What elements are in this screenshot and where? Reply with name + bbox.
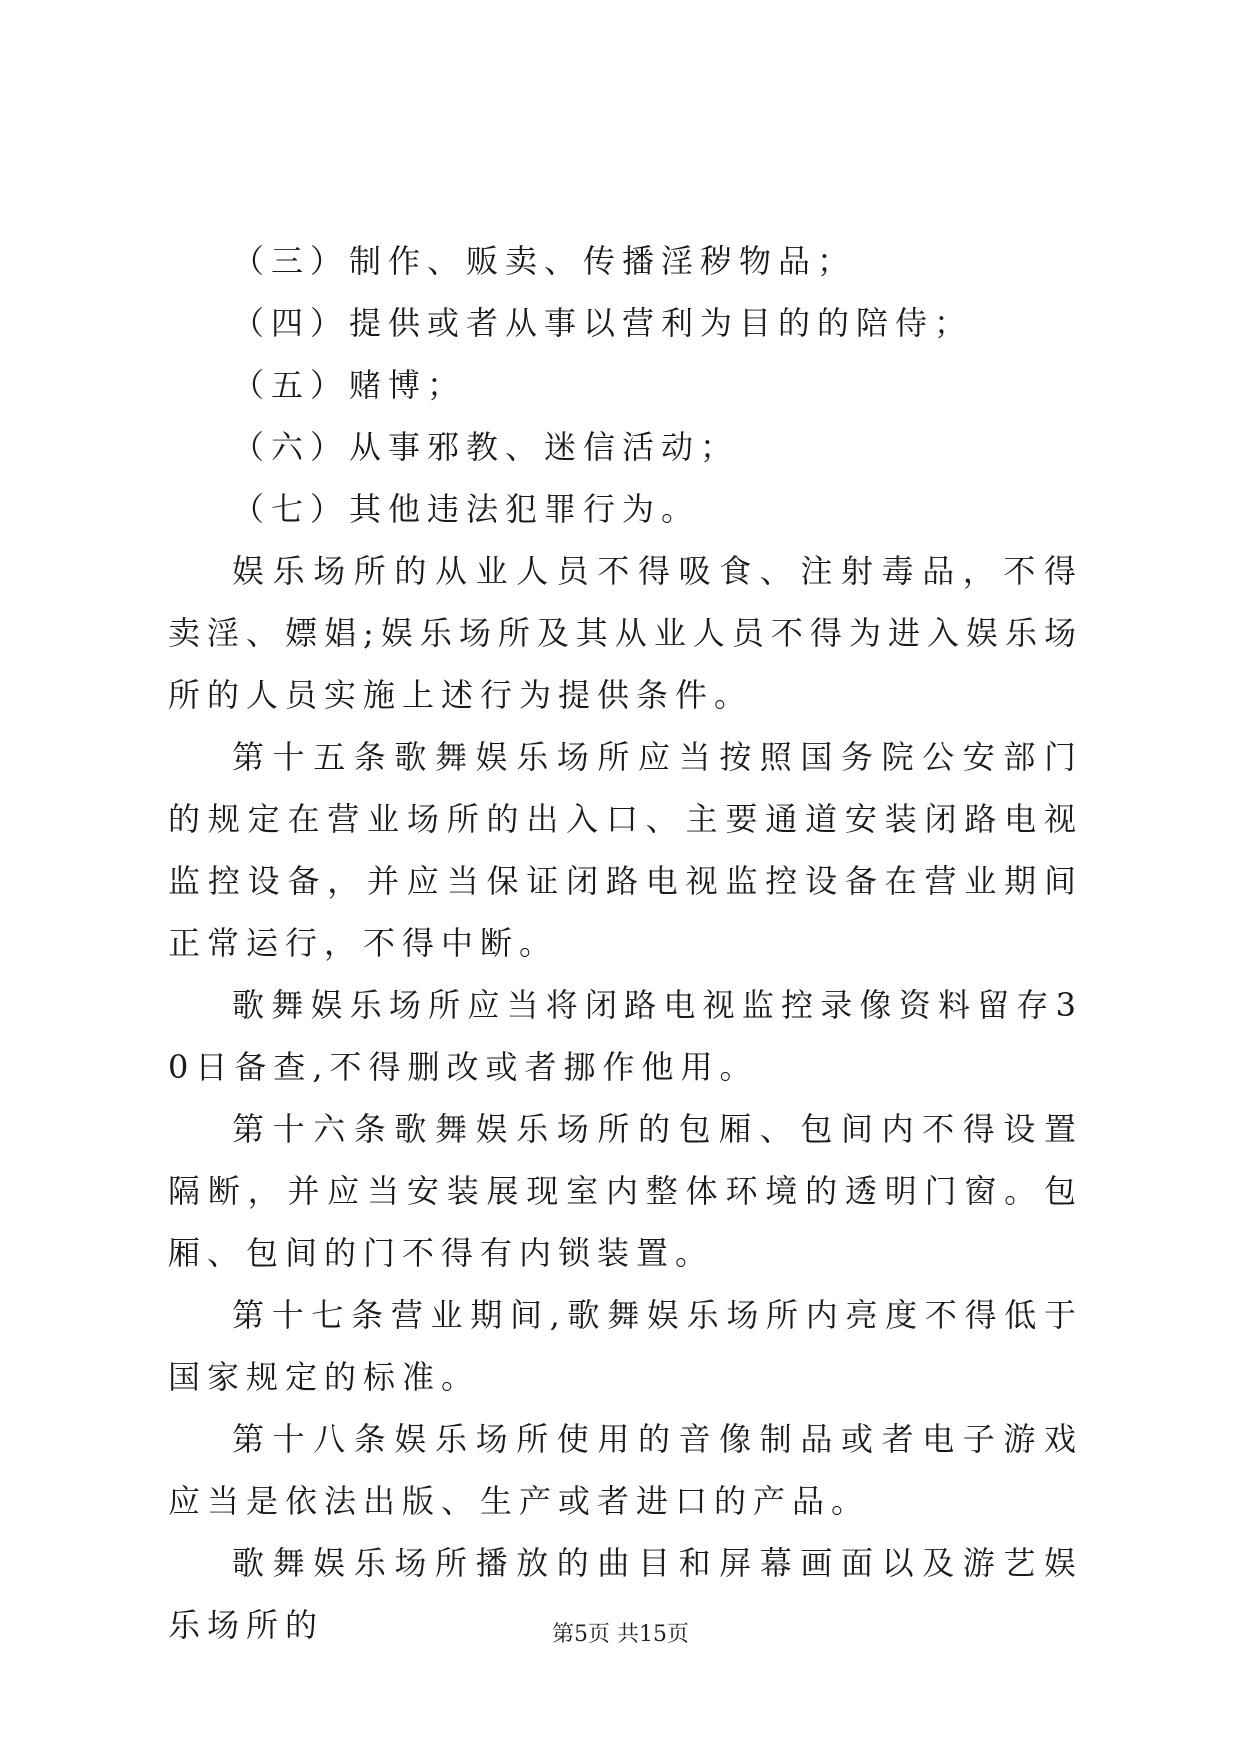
paragraph-article-17: 第十七条营业期间,歌舞娱乐场所内亮度不得低于国家规定的标准。 — [168, 1296, 1083, 1396]
paragraph-article-15: 第十五条歌舞娱乐场所应当按照国务院公安部门的规定在营业场所的出入口、主要通道安装闭路电视监控设备，并应当保证闭路电视监控设备在营业期间正常运行，不得中断。 — [168, 738, 1083, 962]
paragraph-item-6: （六）从事邪教、迷信活动； — [232, 428, 740, 466]
paragraph-article-18: 第十八条娱乐场所使用的音像制品或者电子游戏应当是依法出版、生产或者进口的产品。 — [168, 1420, 1083, 1520]
paragraph-item-7: （七）其他违法犯罪行为。 — [232, 490, 701, 528]
paragraph-item-5: （五）赌博； — [232, 366, 467, 404]
paragraph-item-3: （三）制作、贩卖、传播淫秽物品； — [232, 242, 857, 280]
paragraph-surveillance-retention: 歌舞娱乐场所应当将闭路电视监控录像资料留存30日备查,不得删改或者挪作他用。 — [168, 986, 1083, 1086]
page-number-footer: 第5页 共15页 — [552, 1622, 689, 1647]
document-body — [168, 230, 1083, 1656]
paragraph-article-16: 第十六条歌舞娱乐场所的包厢、包间内不得设置隔断，并应当安装展现室内整体环境的透明门窗。包厢、包间的门不得有内锁装置。 — [168, 1110, 1083, 1272]
paragraph-item-4: （四）提供或者从事以营利为目的的陪侍； — [232, 304, 974, 342]
paragraph-employee-prohibitions: 娱乐场所的从业人员不得吸食、注射毒品，不得卖淫、嫖娼;娱乐场所及其从业人员不得为进入娱乐场所的人员实施上述行为提供条件。 — [168, 552, 1083, 714]
paragraph-songs-and-screens: 歌舞娱乐场所播放的曲目和屏幕画面以及游艺娱乐场所的 — [168, 1544, 1083, 1644]
